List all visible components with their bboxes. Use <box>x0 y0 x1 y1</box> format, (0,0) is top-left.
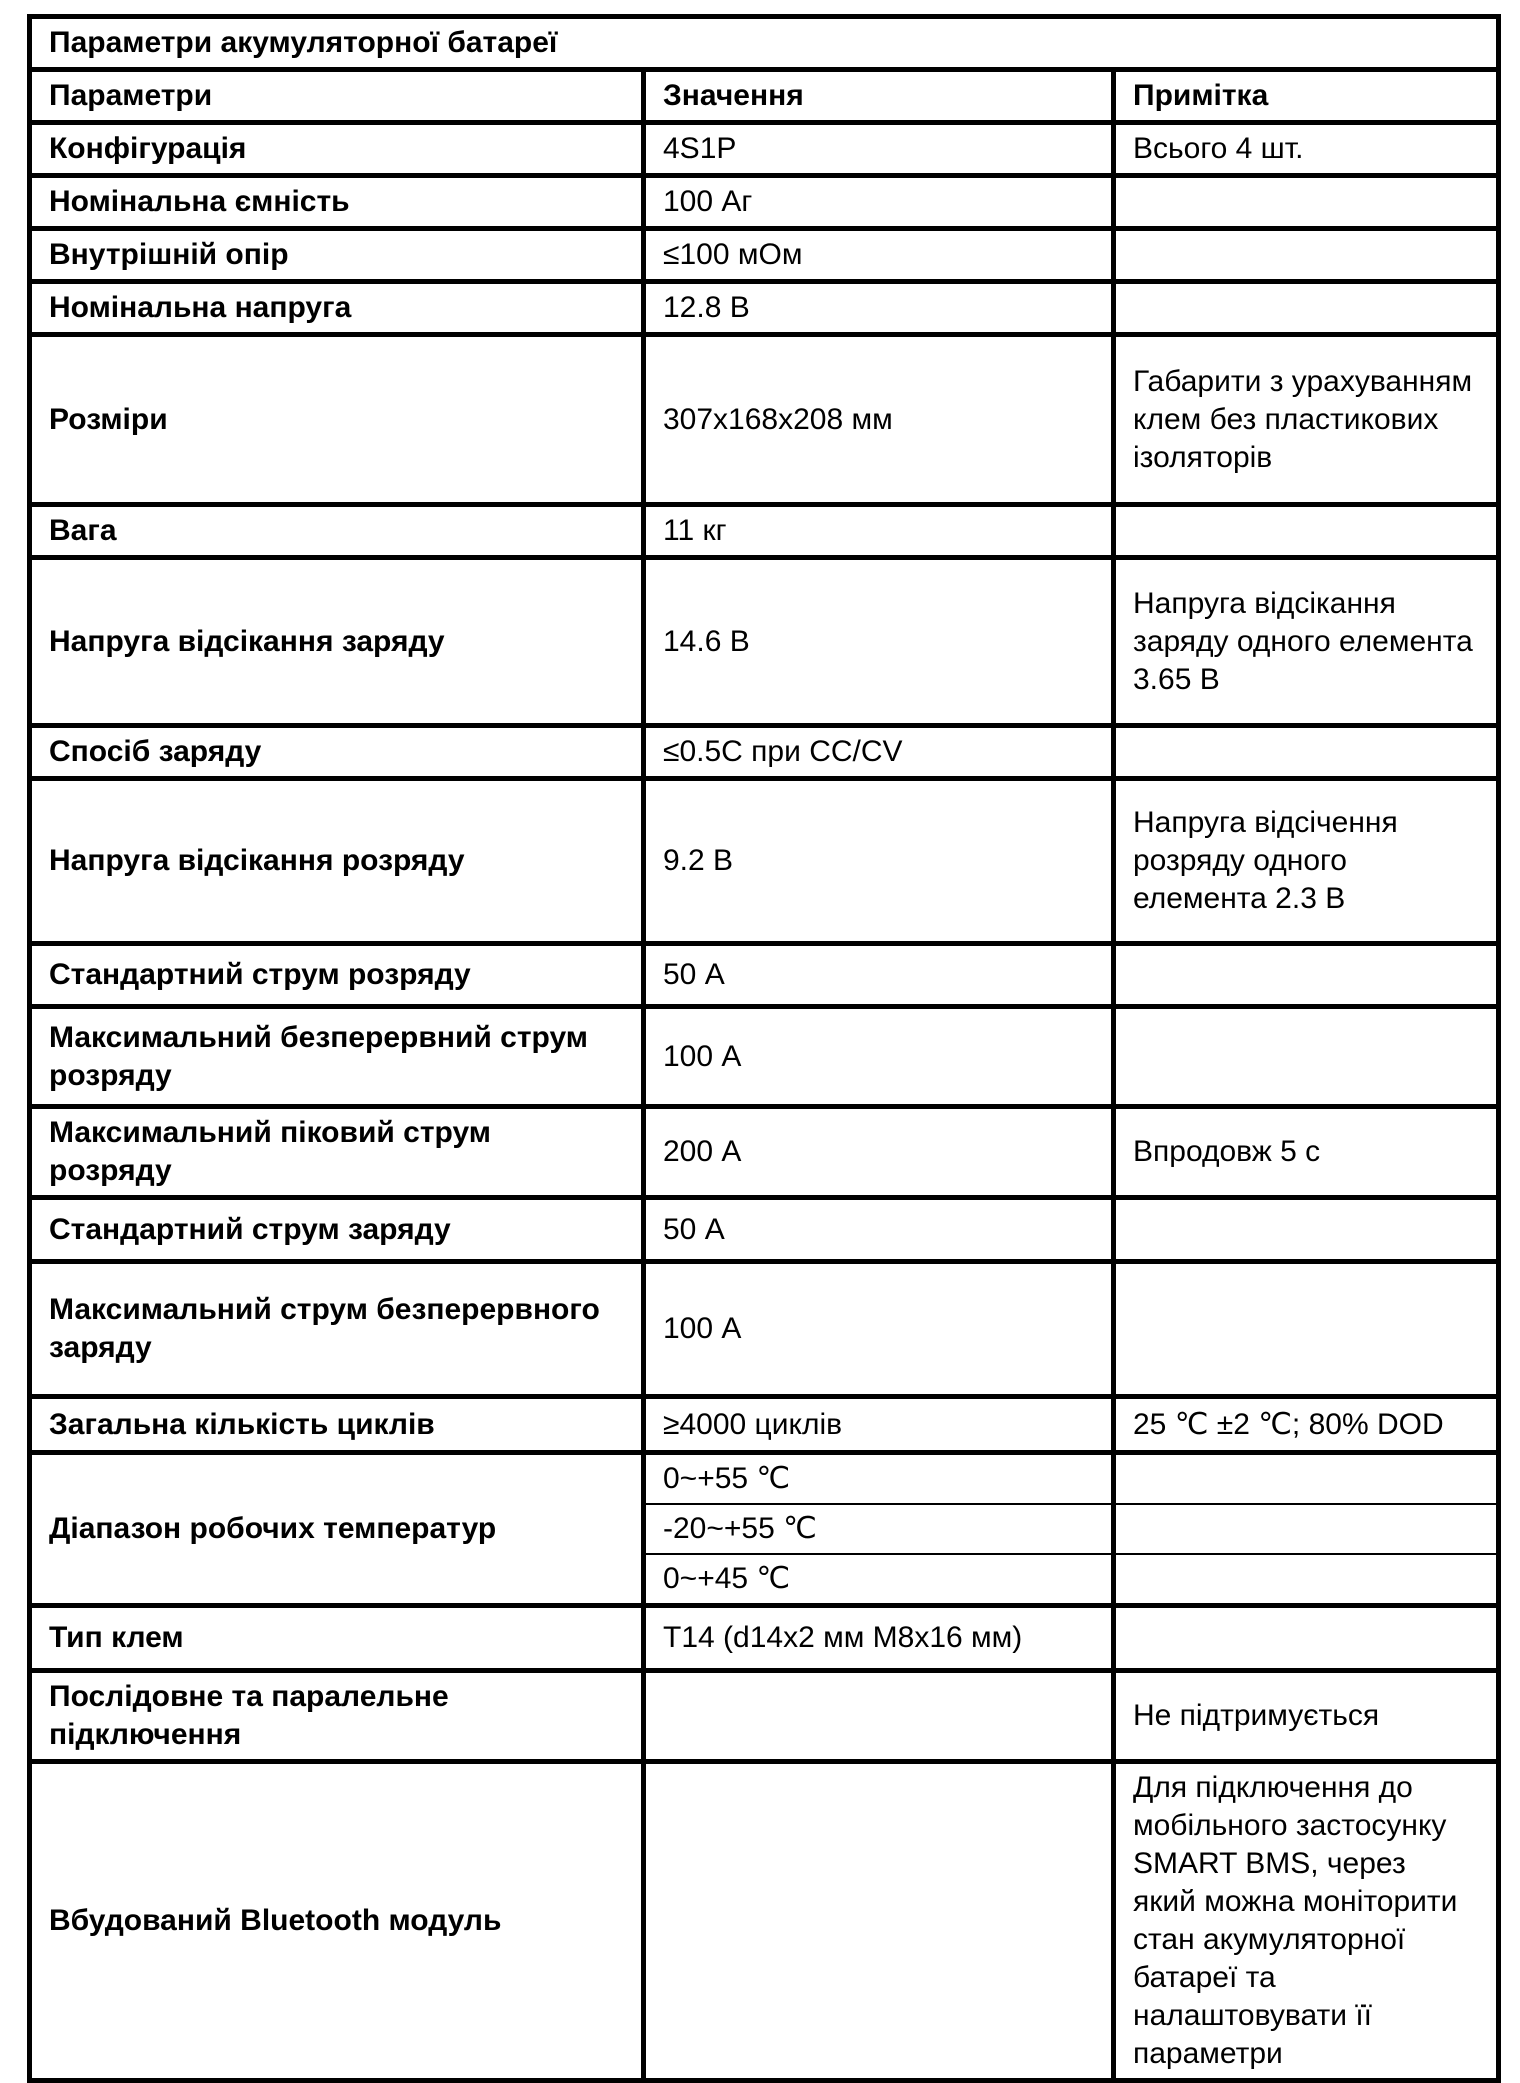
param-cell: Діапазон робочих температур <box>30 1453 644 1606</box>
table-row <box>30 1198 1499 1262</box>
param-cell: Загальна кількість циклів <box>30 1397 644 1453</box>
table-row <box>30 726 1499 779</box>
value-cell: 9.2 В <box>644 779 1114 944</box>
table-row-temperature-1 <box>30 1453 1499 1505</box>
table-row <box>30 1671 1499 1762</box>
note-cell <box>1114 1606 1499 1671</box>
param-cell: Внутрішній опір <box>30 229 644 282</box>
battery-parameters-table <box>27 14 1501 2083</box>
note-cell <box>1114 1504 1499 1554</box>
table-title: Параметри акумуляторної батареї <box>30 17 1499 70</box>
param-cell: Максимальний піковий струм розряду <box>30 1107 644 1198</box>
value-cell: 50 А <box>644 944 1114 1007</box>
note-cell <box>1114 1554 1499 1606</box>
note-cell <box>1114 229 1499 282</box>
param-cell: Послідовне та паралельне підключення <box>30 1671 644 1762</box>
note-cell <box>1114 505 1499 558</box>
value-cell: 0~+45 ℃ <box>644 1554 1114 1606</box>
note-cell: Не підтримується <box>1114 1671 1499 1762</box>
param-cell: Тип клем <box>30 1606 644 1671</box>
note-cell <box>1114 176 1499 229</box>
param-cell: Стандартний струм заряду <box>30 1198 644 1262</box>
note-cell: Всього 4 шт. <box>1114 123 1499 176</box>
value-cell: 200 А <box>644 1107 1114 1198</box>
note-cell <box>1114 282 1499 335</box>
table-row <box>30 335 1499 505</box>
note-cell <box>1114 1198 1499 1262</box>
param-cell: Номінальна ємність <box>30 176 644 229</box>
note-cell <box>1114 1007 1499 1107</box>
note-cell: Для підключення до мобільного застосунку SMART BMS, через який можна моніторити стан акумуляторної батареї та налаштовувати її параметри <box>1114 1762 1499 2081</box>
value-cell: 307х168х208 мм <box>644 335 1114 505</box>
table-row <box>30 505 1499 558</box>
param-cell: Розміри <box>30 335 644 505</box>
table-row <box>30 1606 1499 1671</box>
table-row <box>30 779 1499 944</box>
value-cell: 11 кг <box>644 505 1114 558</box>
value-cell: ≤0.5C при CC/CV <box>644 726 1114 779</box>
value-cell: 4S1P <box>644 123 1114 176</box>
table-row <box>30 282 1499 335</box>
note-cell <box>1114 1453 1499 1505</box>
param-cell: Вага <box>30 505 644 558</box>
param-cell: Спосіб заряду <box>30 726 644 779</box>
note-cell: Габарити з урахуванням клем без пластикових ізоляторів <box>1114 335 1499 505</box>
value-cell: 12.8 В <box>644 282 1114 335</box>
table-row <box>30 944 1499 1007</box>
value-cell: 100 А <box>644 1262 1114 1397</box>
note-cell: 25 ℃ ±2 ℃; 80% DOD <box>1114 1397 1499 1453</box>
table-row <box>30 176 1499 229</box>
note-cell <box>1114 726 1499 779</box>
param-cell: Напруга відсікання розряду <box>30 779 644 944</box>
table-row <box>30 1397 1499 1453</box>
table-row <box>30 1262 1499 1397</box>
value-cell: 50 А <box>644 1198 1114 1262</box>
table-row <box>30 1007 1499 1107</box>
value-cell: T14 (d14x2 мм M8x16 мм) <box>644 1606 1114 1671</box>
value-cell: 100 Аг <box>644 176 1114 229</box>
table-row <box>30 229 1499 282</box>
table-row <box>30 1107 1499 1198</box>
param-cell: Конфігурація <box>30 123 644 176</box>
value-cell: 100 А <box>644 1007 1114 1107</box>
table-title-row <box>30 17 1499 70</box>
table-row <box>30 123 1499 176</box>
note-cell: Напруга відсічення розряду одного елемента 2.3 В <box>1114 779 1499 944</box>
value-cell: 0~+55 ℃ <box>644 1453 1114 1505</box>
note-cell: Напруга відсікання заряду одного елемента 3.65 В <box>1114 558 1499 726</box>
value-cell <box>644 1762 1114 2081</box>
note-cell <box>1114 944 1499 1007</box>
column-header-value: Значення <box>644 70 1114 123</box>
note-cell <box>1114 1262 1499 1397</box>
column-header-note: Примітка <box>1114 70 1499 123</box>
value-cell: -20~+55 ℃ <box>644 1504 1114 1554</box>
note-cell: Впродовж 5 с <box>1114 1107 1499 1198</box>
param-cell: Максимальний безперервний струм розряду <box>30 1007 644 1107</box>
value-cell: ≥4000 циклів <box>644 1397 1114 1453</box>
header-row <box>30 70 1499 123</box>
value-cell: 14.6 В <box>644 558 1114 726</box>
table-row <box>30 1762 1499 2081</box>
param-cell: Стандартний струм розряду <box>30 944 644 1007</box>
param-cell: Максимальний струм безперервного заряду <box>30 1262 644 1397</box>
value-cell: ≤100 мОм <box>644 229 1114 282</box>
param-cell: Вбудований Bluetooth модуль <box>30 1762 644 2081</box>
param-cell: Напруга відсікання заряду <box>30 558 644 726</box>
param-cell: Номінальна напруга <box>30 282 644 335</box>
column-header-parameters: Параметри <box>30 70 644 123</box>
value-cell <box>644 1671 1114 1762</box>
table-row <box>30 558 1499 726</box>
